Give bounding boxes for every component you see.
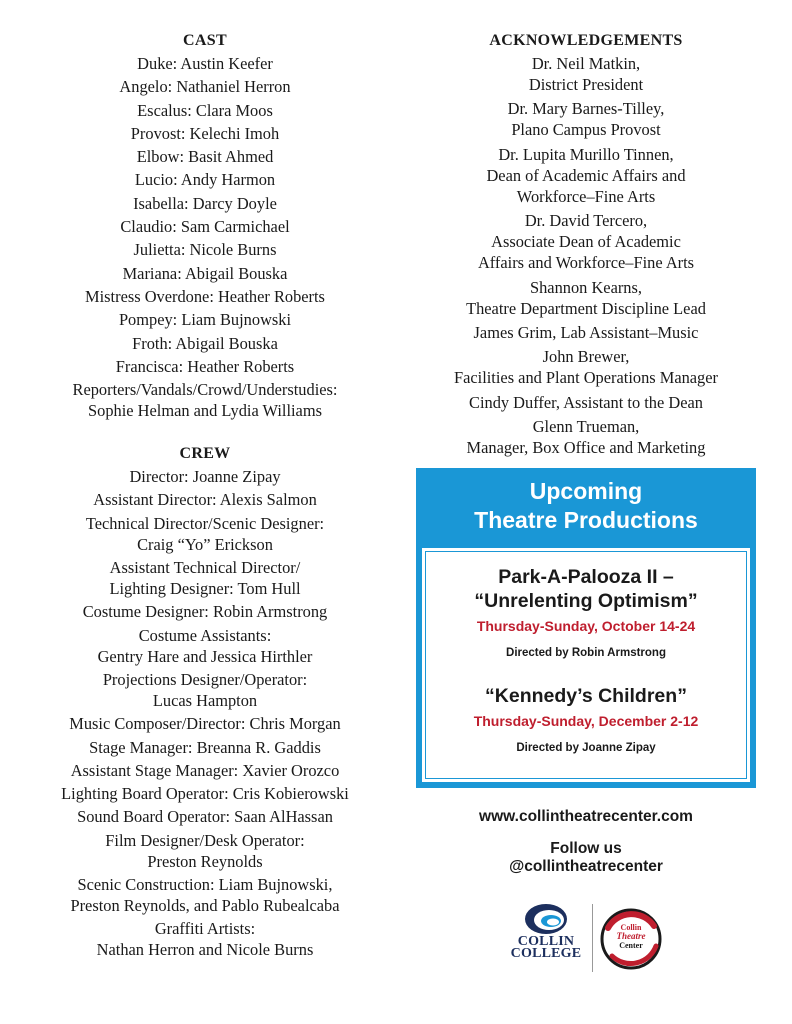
crew-entry-line: Scenic Construction: Liam Bujnowski, (77, 875, 333, 895)
acknowledgement-entry (412, 98, 760, 140)
acknowledgements-list (412, 53, 760, 458)
cast-entry-line: Reporters/Vandals/Crowd/Understudies: (72, 380, 338, 400)
theatre-center-text (612, 923, 650, 950)
cast-entry-line: Duke: Austin Keefer (137, 54, 273, 73)
crew-entry-line: Assistant Stage Manager: Xavier Orozco (70, 760, 340, 780)
acknowledgement-entry-line: Associate Dean of Academic (491, 232, 681, 252)
cast-entry-line: Froth: Abigail Bouska (132, 333, 278, 353)
show-park-a-palooza (422, 565, 750, 660)
crew-entry-line: Preston Reynolds, and Pablo Rubealcaba (70, 896, 340, 916)
collin-theatre-center-logo (598, 906, 664, 972)
crew-entry-line: Lucas Hampton (152, 690, 258, 710)
crew-entry (0, 513, 410, 555)
cast-entry-line: Angelo: Nathaniel Herron (119, 77, 291, 97)
crew-entry (0, 737, 410, 758)
acknowledgement-entry-line: James Grim, Lab Assistant–Music (473, 322, 699, 342)
cast-entry (0, 193, 410, 214)
crew-entry (0, 625, 410, 667)
logos (506, 902, 676, 974)
upcoming-shows-panel (422, 548, 750, 782)
acknowledgement-entry-line: John Brewer, (542, 347, 630, 367)
crew-entry-line: Gentry Hare and Jessica Hirthler (97, 646, 313, 666)
cast-entry-line: Julietta: Nicole Burns (133, 240, 277, 260)
cast-heading: CAST (183, 32, 227, 49)
left-column (0, 30, 410, 963)
cast-entry (0, 216, 410, 237)
crew-entry (0, 466, 410, 487)
show-title-line: “Unrelenting Optimism” (474, 590, 698, 612)
cast-entry-line: Sophie Helman and Lydia Williams (88, 401, 322, 421)
show-director: Directed by Joanne Zipay (516, 742, 656, 754)
theatre-logo-line: Center (619, 941, 643, 950)
crew-entry (0, 557, 410, 599)
show-title (422, 684, 750, 708)
cast-entry (0, 123, 410, 144)
theatre-logo-line: Theatre (616, 931, 646, 941)
cast-entry-line: Pompey: Liam Bujnowski (118, 310, 292, 330)
cast-entry-line: Isabella: Darcy Doyle (133, 193, 277, 213)
cast-entry (0, 146, 410, 167)
collin-college-logo (506, 902, 586, 972)
acknowledgement-entry (412, 277, 760, 319)
show-dates: Thursday-Sunday, October 14-24 (476, 618, 696, 634)
acknowledgement-entry (412, 144, 760, 207)
acknowledgement-entry-line: Facilities and Plant Operations Manager (453, 368, 718, 388)
right-column (412, 30, 760, 462)
cast-entry (0, 356, 410, 377)
cast-entry-line: Escalus: Clara Moos (137, 100, 273, 120)
acknowledgement-entry-line: Dr. David Tercero, (524, 211, 648, 231)
cast-entry (0, 333, 410, 354)
crew-entry (0, 874, 410, 916)
cast-entry-line: Provost: Kelechi Imoh (130, 123, 280, 143)
acknowledgement-entry (412, 346, 760, 388)
crew-entry-line: Lighting Designer: Tom Hull (109, 579, 301, 599)
acknowledgement-entry (412, 392, 760, 413)
acknowledgement-entry-line: Dr. Mary Barnes-Tilley, (507, 99, 665, 119)
acknowledgement-entry-line: Dr. Lupita Murillo Tinnen, (498, 144, 674, 164)
crew-entry-line: Music Composer/Director: Chris Morgan (69, 714, 341, 734)
crew-entry (0, 806, 410, 827)
crew-entry (0, 918, 410, 960)
cast-entry-line: Lucio: Andy Harmon (134, 170, 276, 190)
follow-label: Follow us (550, 840, 622, 857)
acknowledgement-entry (412, 210, 760, 273)
crew-entry-line: Film Designer/Desk Operator: (105, 830, 305, 850)
crew-entry (0, 669, 410, 711)
crew-entry (0, 489, 410, 510)
cast-entry (0, 76, 410, 97)
show-title-line: Park-A-Palooza II – (498, 566, 674, 588)
crew-entry (0, 601, 410, 622)
show-title (422, 565, 750, 613)
cast-entry-line: Elbow: Basit Ahmed (136, 147, 274, 167)
crew-entry-line: Graffiti Artists: (154, 919, 256, 939)
acknowledgement-entry-line: Shannon Kearns, (530, 277, 642, 297)
crew-entry-line: Preston Reynolds (147, 851, 263, 871)
crew-entry-line: Assistant Director: Alexis Salmon (93, 490, 317, 510)
acknowledgement-entry-line: Theatre Department Discipline Lead (466, 298, 706, 318)
show-dates: Thursday-Sunday, December 2-12 (473, 713, 699, 729)
acknowledgement-entry-line: Glenn Trueman, (532, 417, 640, 437)
acknowledgement-entry-line: Dean of Academic Affairs and (486, 165, 686, 185)
acknowledgement-entry (412, 53, 760, 95)
acknowledgement-entry (412, 416, 760, 458)
crew-entry-line: Stage Manager: Breanna R. Gaddis (89, 737, 321, 757)
crew-entry-line: Lighting Board Operator: Cris Kobierowski (61, 784, 349, 804)
acknowledgement-entry-line: Workforce–Fine Arts (516, 186, 656, 206)
cast-entry-line: Francisca: Heather Roberts (115, 356, 295, 376)
acknowledgements-heading: ACKNOWLEDGEMENTS (489, 32, 683, 49)
website-link[interactable]: www.collintheatrecenter.com (479, 808, 693, 825)
upcoming-title (416, 477, 756, 535)
acknowledgement-entry-line: Affairs and Workforce–Fine Arts (477, 253, 695, 273)
crew-entry-line: Nathan Herron and Nicole Burns (96, 940, 314, 960)
cast-entry (0, 53, 410, 74)
crew-entry (0, 713, 410, 734)
crew-entry (0, 760, 410, 781)
crew-entry (0, 783, 410, 804)
collin-word: COLLIN (517, 934, 575, 949)
acknowledgement-entry (412, 322, 760, 343)
college-word: COLLEGE (510, 946, 582, 961)
cast-entry (0, 286, 410, 307)
crew-entry-line: Projections Designer/Operator: (102, 669, 308, 689)
show-title-line: “Kennedy’s Children” (485, 685, 687, 707)
crew-entry-line: Technical Director/Scenic Designer: (85, 513, 325, 533)
acknowledgement-entry-line: District President (528, 75, 644, 94)
crew-entry-line: Sound Board Operator: Saan AlHassan (77, 807, 333, 827)
show-kennedys-children (422, 684, 750, 755)
acknowledgement-entry-line: Cindy Duffer, Assistant to the Dean (469, 392, 703, 412)
social-handle-link[interactable]: @collintheatrecenter (509, 858, 663, 875)
upcoming-title-line: Theatre Productions (474, 507, 698, 533)
cast-list (0, 53, 410, 421)
crew-entry-line: Assistant Technical Director/ (109, 558, 301, 578)
crew-entry (0, 830, 410, 872)
social-follow (416, 840, 756, 876)
crew-entry-line: Director: Joanne Zipay (129, 467, 281, 487)
theatre-logo-line: Collin (620, 923, 642, 932)
cast-entry (0, 169, 410, 190)
collin-swoosh-icon (523, 902, 569, 936)
cast-entry (0, 379, 410, 421)
upcoming-title-line: Upcoming (529, 478, 643, 504)
cast-entry-line: Claudio: Sam Carmichael (120, 217, 290, 237)
cast-entry (0, 309, 410, 330)
acknowledgement-entry-line: Dr. Neil Matkin, (531, 54, 641, 73)
show-director: Directed by Robin Armstrong (506, 647, 666, 659)
acknowledgement-entry-line: Plano Campus Provost (511, 120, 661, 140)
cast-entry (0, 100, 410, 121)
crew-entry-line: Craig “Yo” Erickson (137, 534, 273, 554)
acknowledgement-entry-line: Manager, Box Office and Marketing (466, 438, 706, 458)
cast-entry (0, 263, 410, 284)
cast-entry-line: Mistress Overdone: Heather Roberts (85, 286, 325, 306)
crew-heading: CREW (179, 445, 231, 463)
crew-entry-line: Costume Assistants: (138, 625, 272, 645)
cast-entry (0, 239, 410, 260)
logo-divider (592, 904, 593, 972)
cast-entry-line: Mariana: Abigail Bouska (122, 263, 288, 283)
upcoming-productions-box (416, 468, 756, 788)
crew-entry-line: Costume Designer: Robin Armstrong (82, 602, 328, 622)
crew-list (0, 466, 410, 960)
